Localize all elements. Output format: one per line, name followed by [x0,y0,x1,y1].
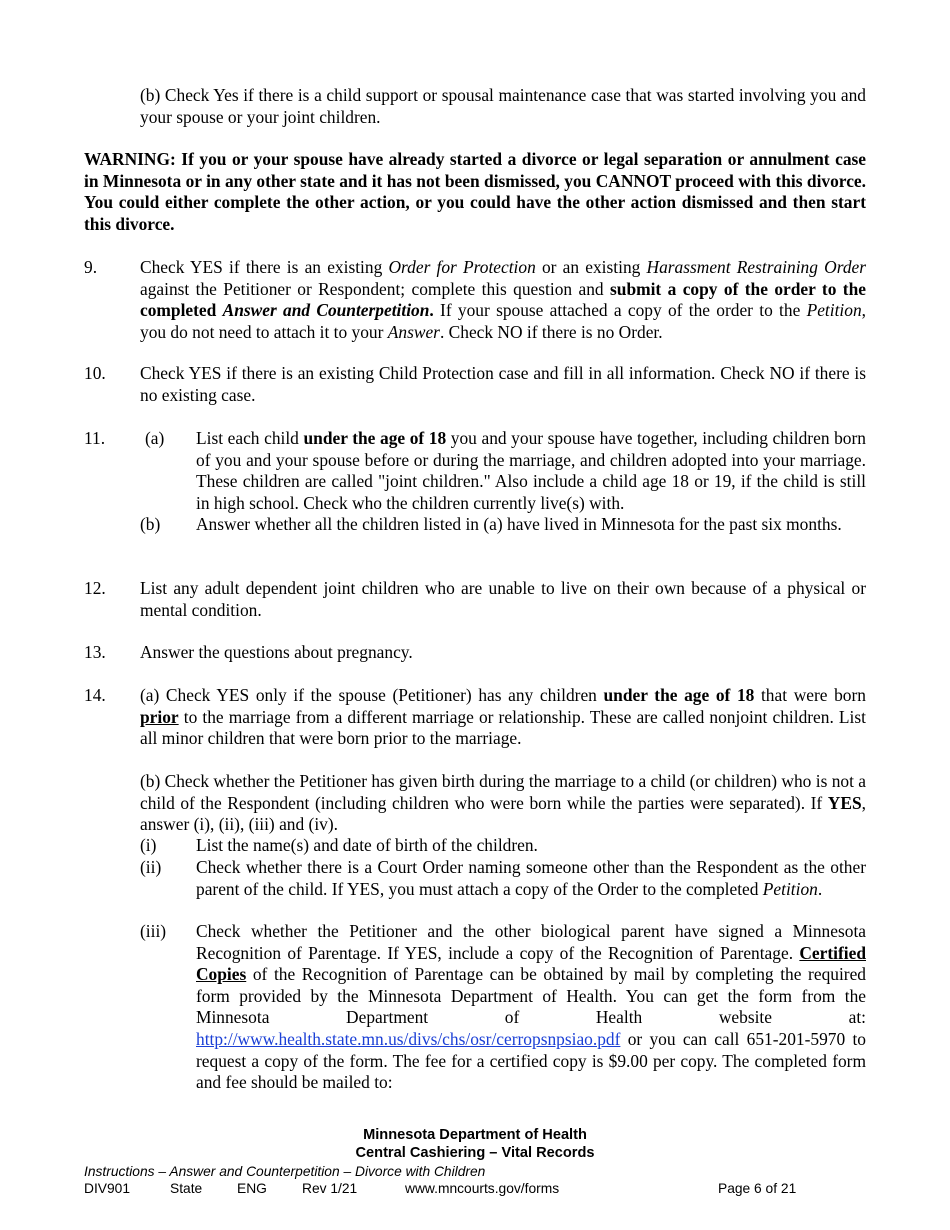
item-11-number: 11. [84,428,106,448]
item-11a-label: (a) [145,428,165,448]
item-14-ii-label: (ii) [140,857,162,877]
item-8b-text: (b) Check Yes if there is a child support or spousal maintenance case that was started involving you and your spouse or your joint children. [140,85,866,127]
item-11b-label: (b) [140,514,161,534]
item-10-text: Check YES if there is an existing Child Protection case and fill in all information. Check NO if there is no existing case. [140,363,866,405]
item-12-number: 12. [84,578,106,598]
item-10-number: 10. [84,363,106,383]
footer-meta [0,1180,950,1197]
item-14-i-text: List the name(s) and date of birth of the children. [196,835,538,855]
item-14-iii-label: (iii) [140,921,167,941]
address-line-2: Central Cashiering – Vital Records [355,1145,595,1161]
item-11b-text: Answer whether all the children listed in (a) have lived in Minnesota for the past six months. [196,514,842,534]
item-9-text: Check YES if there is an existing Order for Protection or an existing Harassment Restraining Order against the Petitioner or Respondent; complete this question and submit a copy of the order to the completed Answer and Counterpetition. If your spouse attached a copy of the order to the Petition, you do not need to attach it to your Answer. Check NO if there is no Order. [140,257,866,342]
item-14b-text: (b) Check whether the Petitioner has given birth during the marriage to a child (or children) who is not a child of the Respondent (including children who were born while the parties were separated). If YES, answer (i), (ii), (iii) and (iv). [140,771,866,835]
footer-page-number: Page 6 of 21 [718,1181,797,1196]
footer-jurisdiction: State [170,1181,203,1196]
item-14-iii-text: Check whether the Petitioner and the other biological parent have signed a Minnesota Recognition of Parentage. If YES, include a copy of the Recognition of Parentage. Certified Copies of the Recognition of Parentage can be obtained by mail by completing the required form provided by the Minnesota Department of Health. You can get the form from the Minnesota Department of Health website at: http://www.health.state.mn.us/divs/chs/osr/cerropsnpsiao.pdf or you can call 651-201-5970 to request a copy of the form. The fee for a certified copy is $9.00 per copy. The completed form and fee should be mailed to: [196,921,866,1093]
item-9-number: 9. [84,257,98,277]
item-13-text: Answer the questions about pregnancy. [140,642,413,662]
address-line-1: Minnesota Department of Health [363,1127,587,1143]
item-14a-text: (a) Check YES only if the spouse (Petitioner) has any children under the age of 18 that were born prior to the marriage from a different marriage or relationship. These are called nonjoint children. List all minor children that were born prior to the marriage. [140,685,866,749]
warning-text: WARNING: If you or your spouse have already started a divorce or legal separation or annulment case in Minnesota or in any other state and it has not been dismissed, you CANNOT proceed with this divorce. You could either complete the other action, or you could have the other action dismissed and then start this divorce. [84,149,866,234]
item-12-text: List any adult dependent joint children who are unable to live on their own because of a physical or mental condition. [140,578,866,620]
health-department-form-link[interactable]: http://www.health.state.mn.us/divs/chs/osr/cerropsnpsiao.pdf [196,1028,621,1049]
footer-title: Instructions – Answer and Counterpetition – Divorce with Children [84,1164,486,1179]
footer-revision: Rev 1/21 [302,1181,358,1196]
item-14-number: 14. [84,685,106,705]
item-14-ii-text: Check whether there is a Court Order naming someone other than the Respondent as the other parent of the child. If YES, you must attach a copy of the Order to the completed Petition. [196,857,866,899]
item-13-number: 13. [84,642,106,662]
footer-language: ENG [237,1181,267,1196]
item-11a-text: List each child under the age of 18 you and your spouse have together, including children born of you and your spouse before or during the marriage, and children adopted into your marriage. These children are called "joint children." Also include a child age 18 or 19, if the child is still in high school. Check who the children currently live(s) with. [196,428,866,513]
footer-form-code: DIV901 [84,1181,131,1196]
footer-website: www.mncourts.gov/forms [405,1181,560,1196]
item-14-i-label: (i) [140,835,157,855]
